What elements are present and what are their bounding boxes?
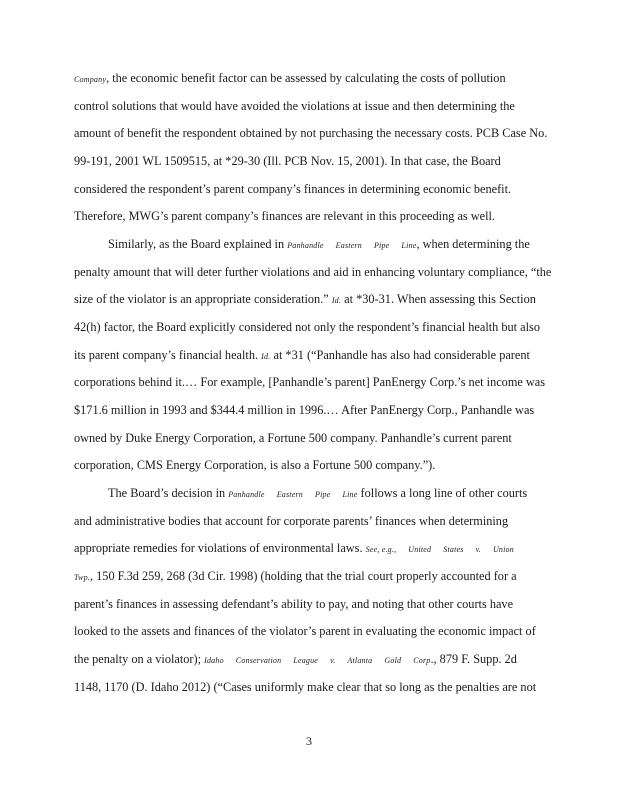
text-line xyxy=(74,459,435,471)
text-line xyxy=(74,100,515,112)
citation-italic: Eastern xyxy=(276,489,303,499)
citation-italic: Line xyxy=(342,489,358,499)
citation-italic: Id. xyxy=(331,296,342,306)
citation-italic: Pipe xyxy=(373,241,390,250)
text-run: at *31 (“Panhandle has also had considerable parent xyxy=(270,347,530,362)
citation-italic: Eastern xyxy=(335,241,362,250)
text-line xyxy=(74,681,536,693)
text-run: parent’s finances in assessing defendant’s ability to pay, and noting that other courts have xyxy=(74,596,514,611)
text-line xyxy=(74,570,517,582)
text-run: appropriate remedies for violations of environmental laws. xyxy=(74,541,366,556)
text-run: , 150 F.3d 259, 268 (3d Cir. 1998) (holding that the trial court properly accounted for a xyxy=(90,568,517,583)
page-number: 3 xyxy=(306,734,312,748)
text-run: at *30-31. When assessing this Section xyxy=(341,292,536,307)
citation-italic: v. xyxy=(330,655,336,665)
text-line xyxy=(108,238,530,250)
text-run: Similarly, as the Board explained in xyxy=(108,237,288,251)
text-run: ., 879 F. Supp. 2d xyxy=(430,651,517,666)
text-run: the penalty on a violator); xyxy=(74,651,205,666)
text-line xyxy=(74,349,530,361)
text-line xyxy=(74,321,540,333)
text-line xyxy=(74,653,517,665)
text-run: $171.6 million in 1993 and $344.4 million in 1996.… After PanEnergy Corp., Panhandle was xyxy=(74,402,535,417)
citation-italic: Union xyxy=(492,545,514,555)
text-run: size of the violator is an appropriate consideration.” xyxy=(74,292,332,307)
citation-italic: Panhandle xyxy=(228,489,265,499)
text-run: , when determining the xyxy=(416,237,530,251)
text-run: 42(h) factor, the Board explicitly considered not only the respondent’s financial health but also xyxy=(74,319,540,334)
text-run: , the economic benefit factor can be assessed by calculating the costs of pollution xyxy=(106,71,506,85)
text-line xyxy=(74,376,545,388)
citation-italic: Company xyxy=(74,75,107,84)
citation-italic: Panhandle xyxy=(287,241,324,250)
text-line xyxy=(74,293,536,305)
text-run: considered the respondent’s parent company’s finances in determining economic benefit. xyxy=(74,181,512,196)
text-run: looked to the assets and finances of the violator’s parent in evaluating the economic impact of xyxy=(74,624,536,639)
text-line xyxy=(74,155,501,167)
citation-italic: Idaho xyxy=(204,655,224,665)
text-line xyxy=(74,266,551,278)
text-run: 1148, 1170 (D. Idaho 2012) (“Cases uniformly make clear that so long as the penalties are not xyxy=(74,679,537,694)
citation-italic: Gold xyxy=(384,655,402,665)
text-run: amount of benefit the respondent obtained by not purchasing the necessary costs. PCB Case No. xyxy=(74,126,548,141)
citation-italic: Pipe xyxy=(314,489,331,499)
text-run: and administrative bodies that account for corporate parents’ finances when determining xyxy=(74,513,509,528)
text-line xyxy=(74,404,534,416)
text-line xyxy=(74,127,547,139)
text-line xyxy=(74,598,513,610)
text-line xyxy=(74,625,536,637)
text-line xyxy=(74,210,495,222)
text-run: corporation, CMS Energy Corporation, is also a Fortune 500 company.”). xyxy=(74,458,436,473)
text-line xyxy=(74,542,514,554)
citation-italic: United xyxy=(408,545,432,555)
citation-italic: Corp xyxy=(413,655,431,665)
citation-italic: See, e.g., xyxy=(365,545,397,555)
text-run: 99-191, 2001 WL 1509515, at *29-30 (Ill. PCB Nov. 15, 2001). In that case, the Board xyxy=(74,154,501,168)
citation-italic: Conservation xyxy=(235,655,282,665)
citation-italic: Id. xyxy=(261,351,271,361)
citation-italic: States xyxy=(443,545,464,555)
citation-italic: Twp. xyxy=(74,572,90,582)
text-line xyxy=(74,72,506,84)
text-line xyxy=(74,183,511,195)
text-run: owned by Duke Energy Corporation, a Fortune 500 company. Panhandle’s current parent xyxy=(74,430,512,445)
text-run: its parent company’s financial health. xyxy=(74,347,262,362)
text-line xyxy=(108,487,527,499)
text-line xyxy=(74,515,508,527)
citation-italic: Atlanta xyxy=(347,655,373,665)
citation-italic: Line xyxy=(401,241,417,250)
text-run: corporations behind it.… For example, [Panhandle’s parent] PanEnergy Corp.’s net income was xyxy=(74,375,546,390)
text-run: The Board’s decision in xyxy=(108,485,229,500)
text-run: Therefore, MWG’s parent company’s finances are relevant in this proceeding as well. xyxy=(74,209,496,224)
citation-italic: v. xyxy=(475,545,481,555)
text-line xyxy=(74,432,512,444)
text-run: penalty amount that will deter further violations and aid in enhancing voluntary compliance, “the xyxy=(74,264,552,279)
citation-italic: League xyxy=(293,655,319,665)
text-run: control solutions that would have avoided the violations at issue and then determining the xyxy=(74,98,515,113)
text-run: follows a long line of other courts xyxy=(357,485,528,500)
